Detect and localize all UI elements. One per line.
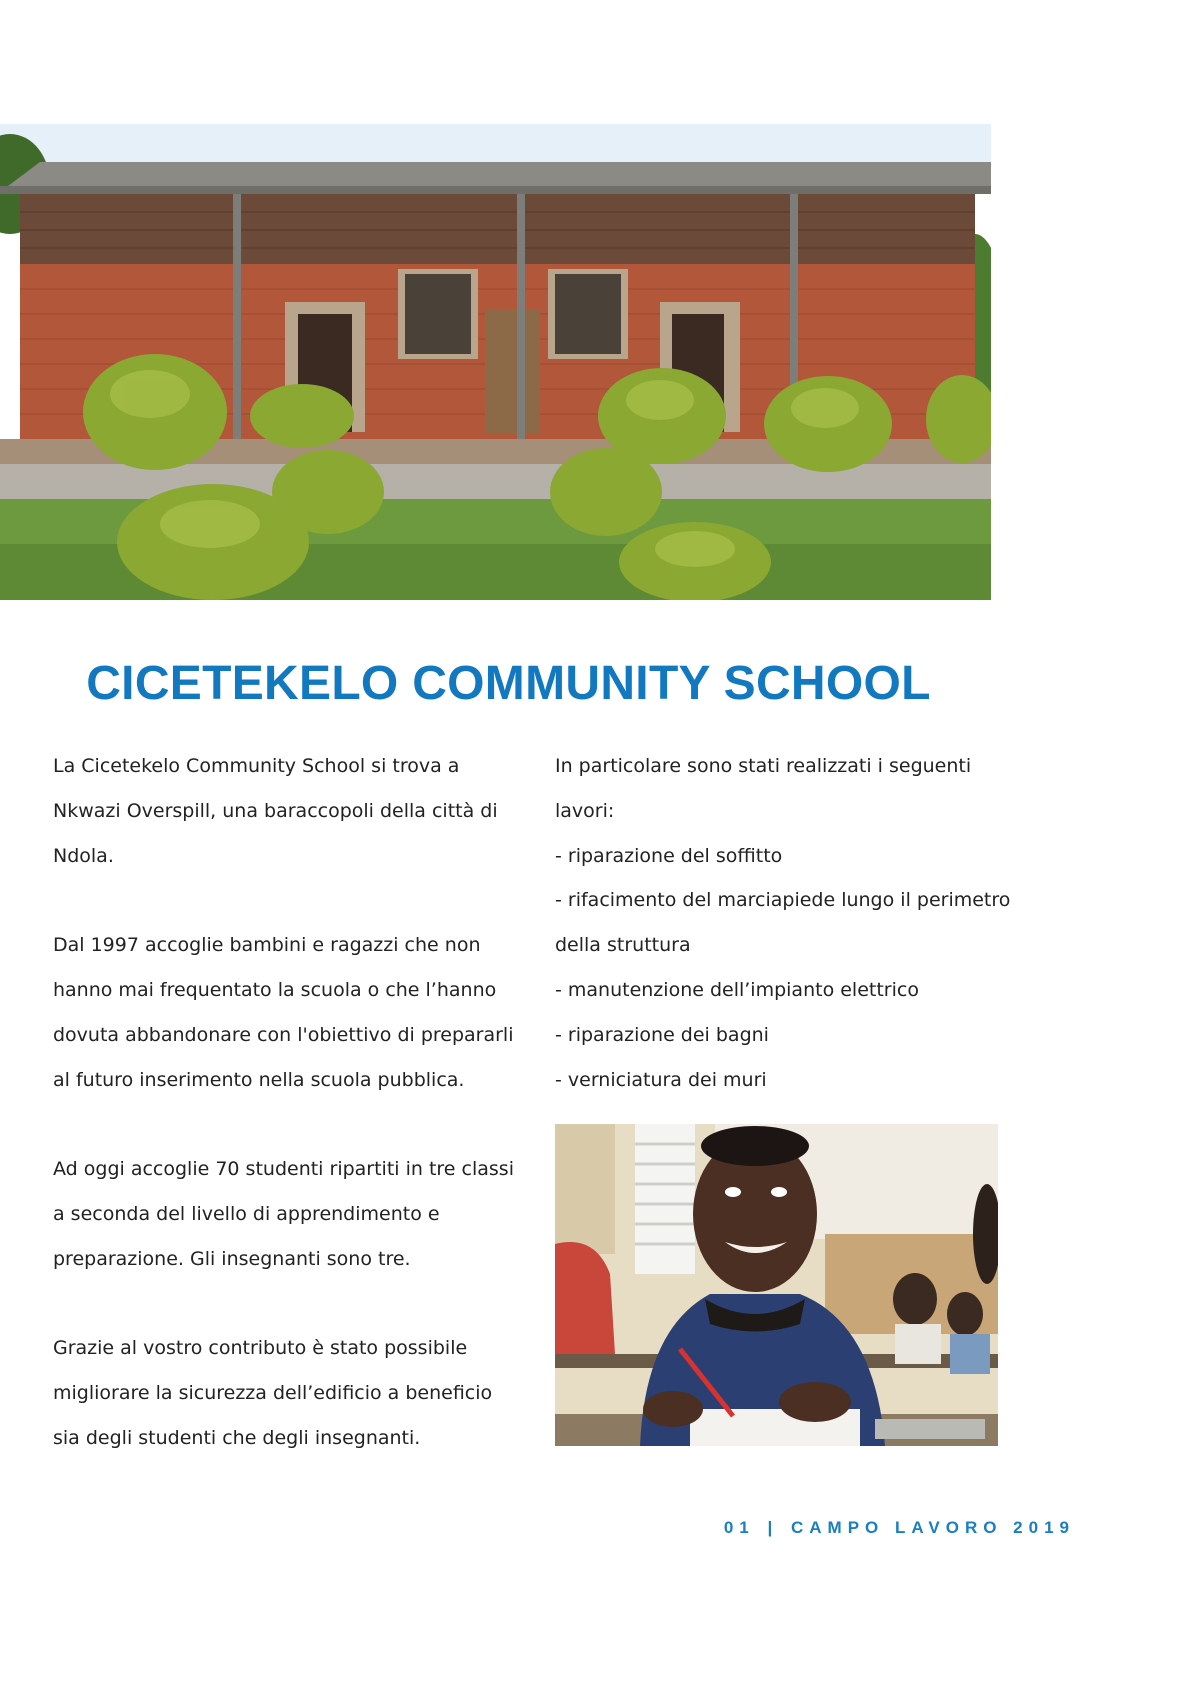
page-title: CICETEKELO COMMUNITY SCHOOL bbox=[86, 657, 931, 710]
works-intro: In particolare sono stati realizzati i seguenti lavori: bbox=[555, 755, 972, 822]
paragraph-students: Ad oggi accoglie 70 studenti ripartiti in tre classi a seconda del livello di apprendimento e preparazione. Gli insegnanti sono tre. bbox=[53, 1158, 514, 1270]
left-column bbox=[53, 744, 523, 1506]
page-footer bbox=[724, 1518, 1075, 1538]
works-list-item: - rifacimento del marciapiede lungo il perimetro della struttura bbox=[555, 889, 1011, 957]
paragraph-history: Dal 1997 accoglie bambini e ragazzi che non hanno mai frequentato la scuola o che l’hanno dovuta abbandonare con l'obiettivo di prepararli al futuro inserimento nella scuola pubblica. bbox=[53, 934, 514, 1091]
paragraph-location: La Cicetekelo Community School si trova a Nkwazi Overspill, una baraccopoli della città di Ndola. bbox=[53, 755, 498, 867]
student-photo bbox=[555, 1124, 998, 1446]
works-list-item: - manutenzione dell’impianto elettrico bbox=[555, 978, 919, 1001]
paragraph-contribution: Grazie al vostro contributo è stato possibile migliorare la sicurezza dell’edificio a beneficio sia degli studenti che degli insegnanti. bbox=[53, 1337, 493, 1449]
works-list-item: - riparazione dei bagni bbox=[555, 1023, 769, 1046]
footer-separator: | bbox=[767, 1518, 779, 1537]
page-number: 01 bbox=[723, 1518, 755, 1537]
works-list-item: - riparazione del soffitto bbox=[555, 844, 783, 867]
footer-label: CAMPO LAVORO 2019 bbox=[790, 1518, 1075, 1537]
works-list-item: - verniciatura dei muri bbox=[555, 1068, 767, 1091]
school-building-photo bbox=[0, 124, 991, 600]
right-column bbox=[555, 744, 1015, 1102]
